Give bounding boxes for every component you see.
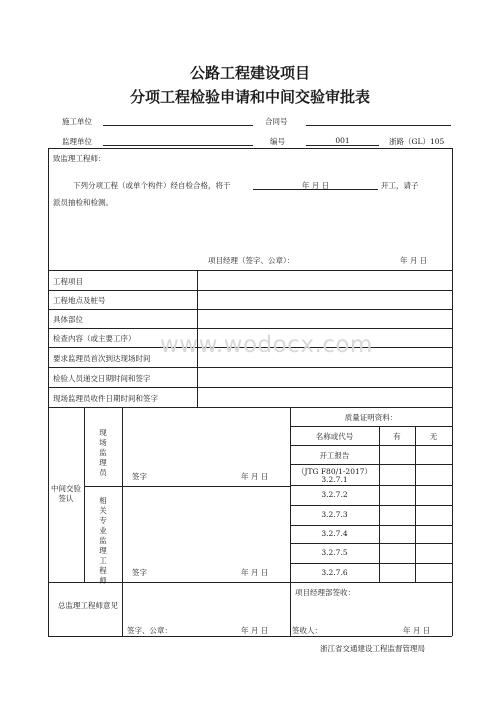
row-part: 具体部位	[53, 315, 83, 324]
site-supervisor-sign: 签字	[132, 472, 147, 481]
doc-item-3272: 3.2.7.2	[321, 490, 348, 499]
start-report-yes-cell[interactable]	[380, 446, 415, 464]
request-date: 年 月 日	[400, 256, 428, 265]
form-title: 分项工程检验申请和中间交验审批表	[129, 88, 370, 106]
doc-item-3274: 3.2.7.4	[321, 529, 348, 538]
quality-docs-header: 质量证明资料：	[344, 413, 398, 422]
number-label: 编号	[270, 137, 285, 146]
project-manager-signature: 项目经理（签字、公章）：	[208, 256, 295, 265]
site-supervisor-label: 现场监理员	[99, 428, 107, 477]
receiver-label: 签收人：	[292, 626, 322, 635]
row-location: 工程地点及桩号	[53, 296, 106, 305]
start-report-no-cell[interactable]	[416, 446, 452, 464]
row-project: 工程项目	[53, 277, 83, 286]
construction-unit-label: 施工单位	[62, 117, 92, 126]
request-sentence: 下列分项工程（或单个构件）经自检合格，将于	[73, 181, 231, 190]
receiver-date: 年 月 日	[403, 626, 431, 635]
doc-item-3271: 3.2.7.1	[321, 475, 348, 484]
row-receipt-time: 现场监理员收件日期时间和签字	[53, 394, 158, 403]
col-no-header: 无	[429, 432, 438, 441]
col-name-header: 名称或代号	[315, 432, 354, 441]
salutation: 致监理工程师：	[53, 154, 106, 163]
acceptance-label: 中间交验签认	[51, 484, 81, 503]
row-first-arrival: 要求监理员首次到达现场时间	[53, 354, 151, 363]
supervision-unit-label: 监理单位	[62, 137, 92, 146]
start-date-placeholder: 年 月 日	[301, 181, 330, 190]
contract-no-label: 合同号	[265, 117, 288, 126]
specialist-engineer-date: 年 月 日	[241, 568, 269, 577]
col-yes-header: 有	[393, 432, 401, 441]
specialist-engineer-label: 相关专业监理工程师	[99, 496, 107, 585]
chief-engineer-date: 年 月 日	[241, 626, 269, 635]
specialist-engineer-sign: 签字	[132, 568, 147, 577]
row-submit-time: 检验人员递交日期时间和签字	[53, 374, 151, 383]
issuer-footer: 浙江省交通建设工程监督管理局	[320, 644, 425, 653]
pm-receipt-label: 项目经理部签收：	[295, 588, 355, 597]
project-title: 公路工程建设项目	[189, 64, 310, 82]
request-sentence-end: 开工，请子	[381, 181, 419, 190]
doc-item-3273: 3.2.7.3	[321, 510, 348, 519]
number-field[interactable]	[306, 145, 379, 146]
form-code: 浙路（GL）105	[389, 137, 445, 146]
row-inspection-content: 检查内容（或主要工序）	[53, 334, 136, 343]
chief-engineer-opinion-label: 总监理工程师意见	[58, 601, 118, 610]
request-line2: 派员抽检和检测。	[53, 198, 113, 207]
number-value: 001	[335, 136, 350, 145]
supervision-unit-field[interactable]	[103, 145, 253, 146]
doc-item-start-report: 开工报告	[319, 451, 350, 460]
watermark: www.wodocx.com	[160, 332, 373, 358]
site-supervisor-date: 年 月 日	[241, 472, 269, 481]
doc-item-3276: 3.2.7.6	[321, 568, 348, 577]
chief-engineer-sign: 签字、公章：	[127, 626, 172, 635]
contract-no-field[interactable]	[306, 125, 451, 126]
doc-item-standard: （JTG F80/1-2017）	[296, 467, 373, 476]
construction-unit-field[interactable]	[103, 125, 253, 126]
doc-item-3275: 3.2.7.5	[321, 548, 348, 557]
